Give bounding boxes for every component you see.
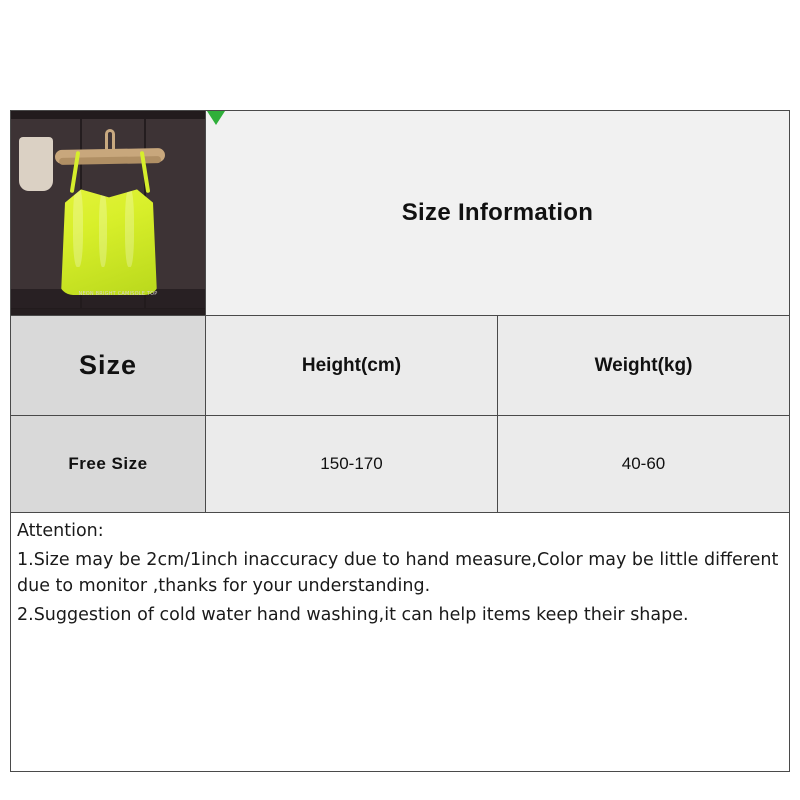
chart-title: Size Information xyxy=(206,111,789,316)
attention-notes xyxy=(10,512,790,772)
table-row xyxy=(11,416,789,512)
hanger-bar xyxy=(55,148,165,164)
attention-line-1: 1.Size may be 2cm/1inch inaccuracy due to hand measure,Color may be little different due to monitor ,thanks for your understanding. xyxy=(17,550,779,596)
size-information-table xyxy=(10,110,790,513)
column-header-weight: Weight(kg) xyxy=(498,316,789,416)
cell-weight-value: 40-60 xyxy=(498,416,789,512)
product-photo xyxy=(11,111,206,316)
green-triangle-marker xyxy=(207,111,225,125)
photo-towel xyxy=(19,137,53,191)
table-header-row xyxy=(11,316,789,416)
photo-shadow-top xyxy=(11,111,206,119)
table-row xyxy=(11,111,789,316)
hanger-hook-icon xyxy=(105,129,115,151)
column-header-size: Size xyxy=(11,316,206,416)
garment-fold xyxy=(73,187,83,267)
garment-fold xyxy=(99,193,107,267)
attention-line-2: 2.Suggestion of cold water hand washing,it can help items keep their shape. xyxy=(17,605,689,626)
attention-label: Attention: xyxy=(17,521,104,541)
photo-watermark: NEON BRIGHT CAMISOLE TOP xyxy=(78,291,158,297)
garment-fold xyxy=(125,189,134,267)
cell-size-value: Free Size xyxy=(11,416,206,512)
column-header-height: Height(cm) xyxy=(206,316,498,416)
cell-height-value: 150-170 xyxy=(206,416,498,512)
